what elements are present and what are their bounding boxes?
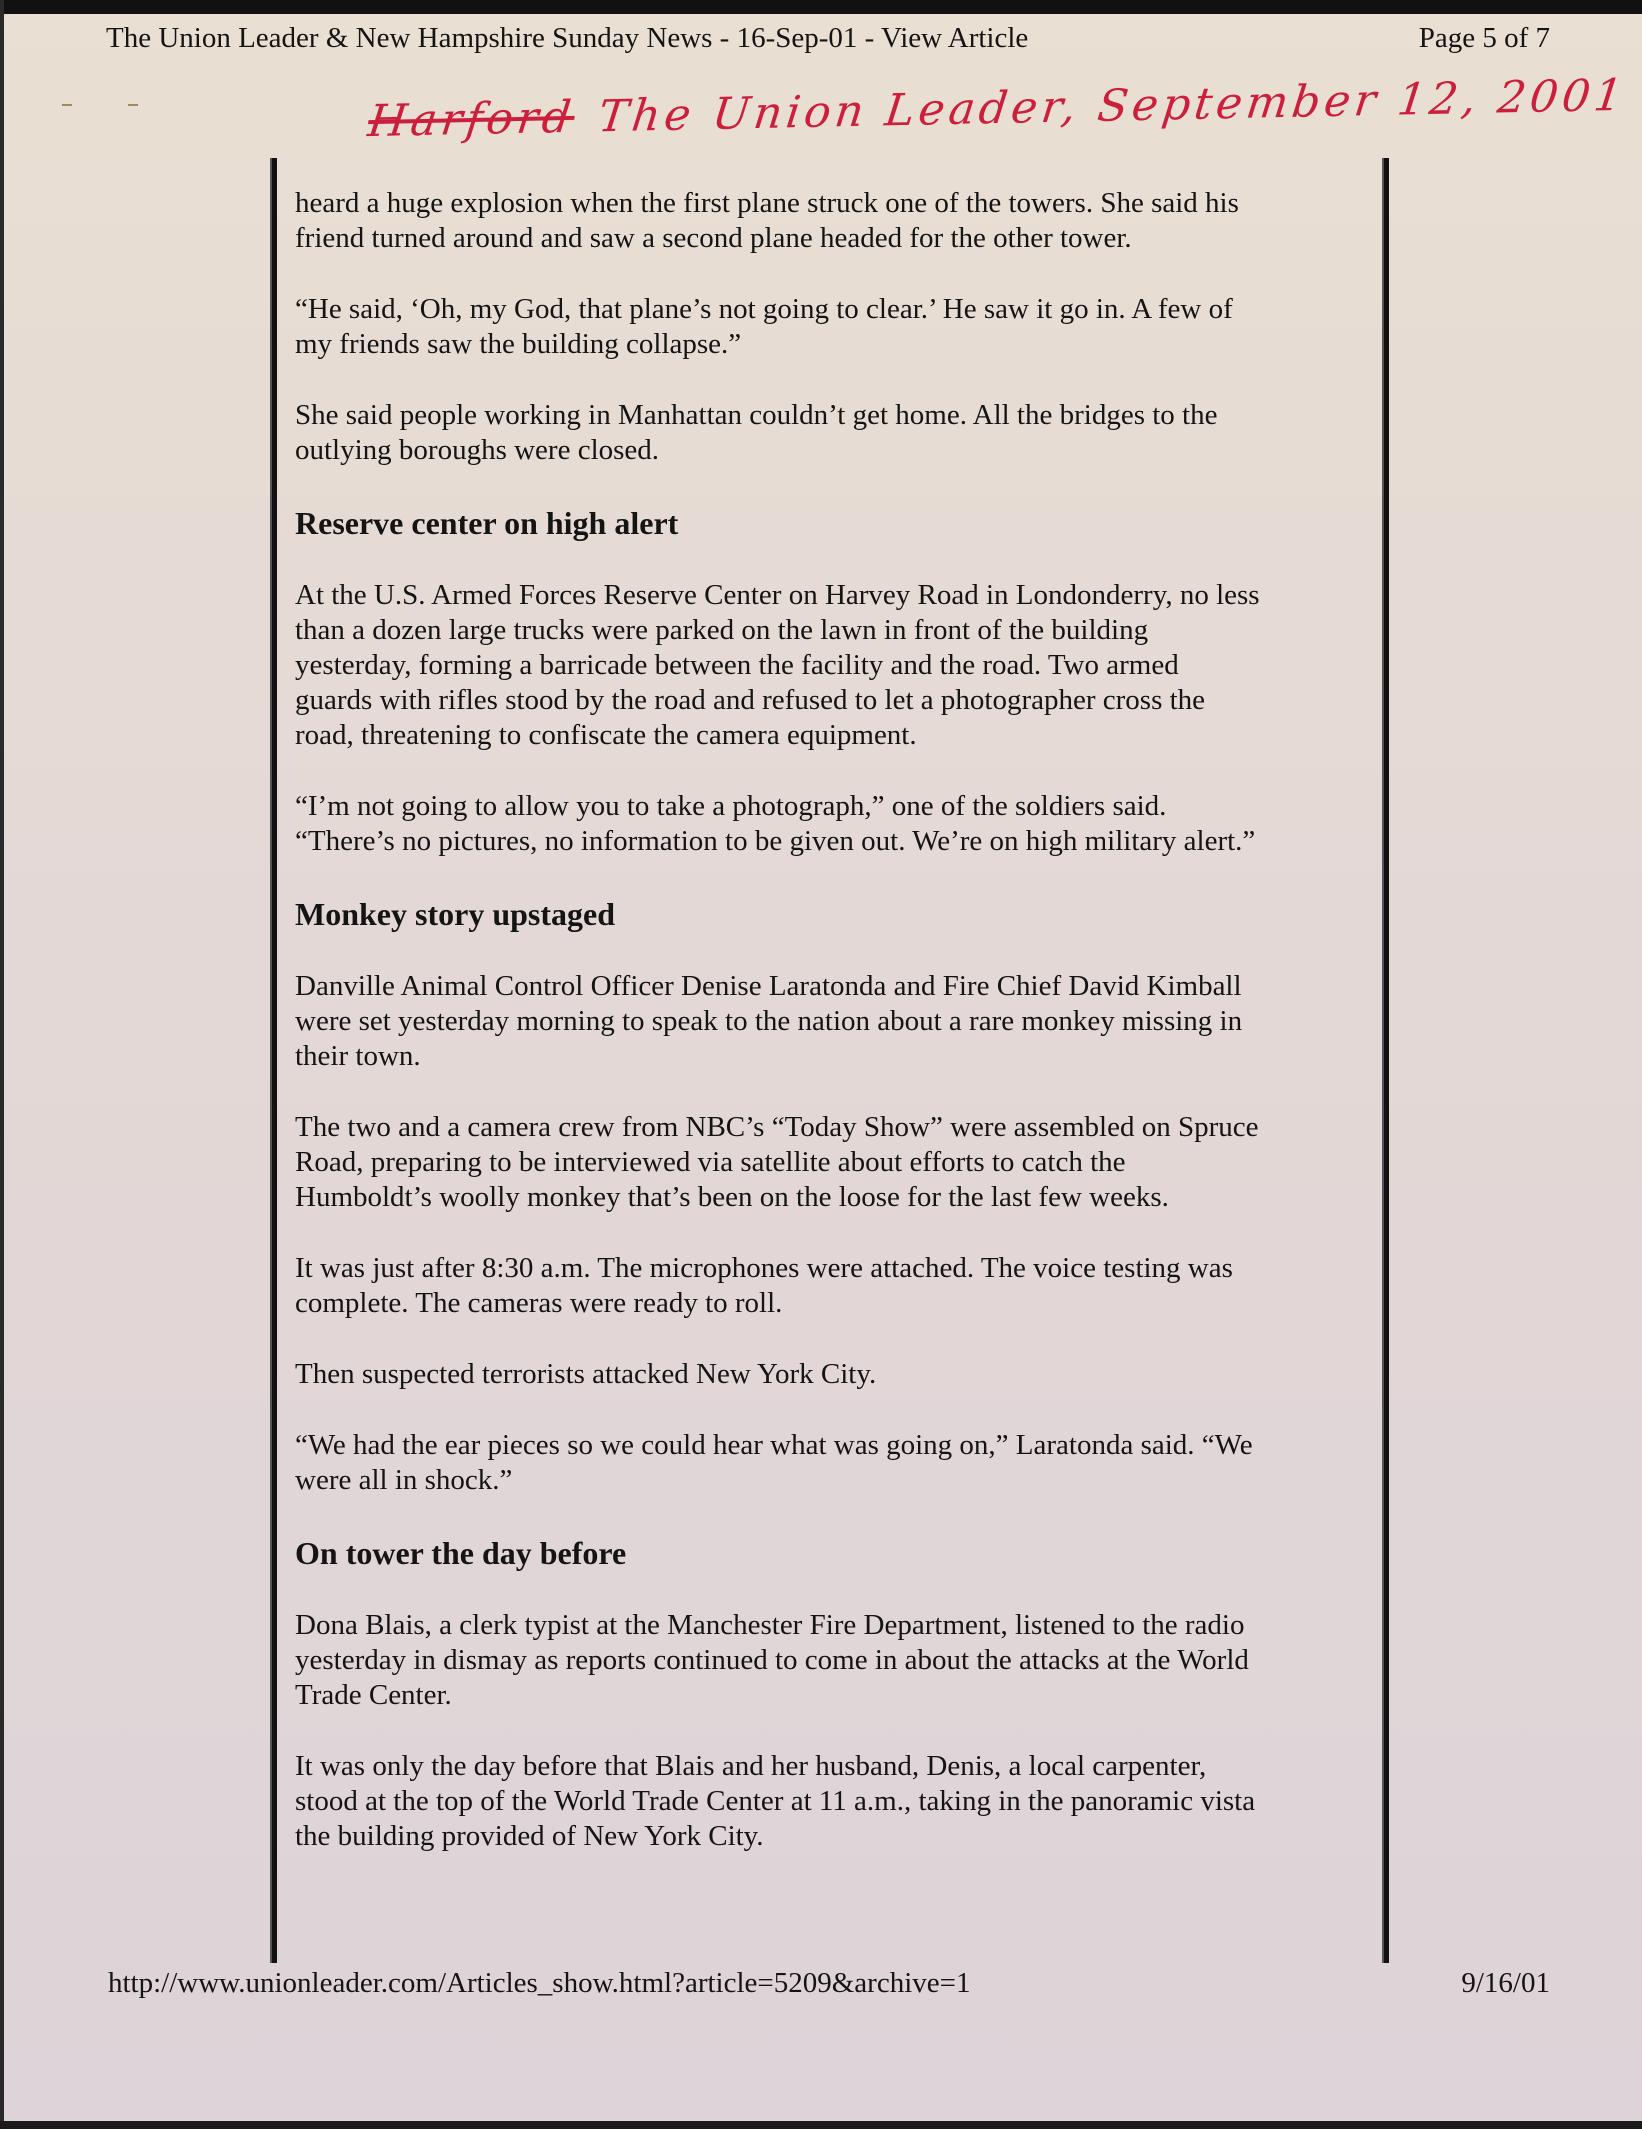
- text-line: “There’s no pictures, no information to be given out. We’re on high military alert.”: [295, 825, 1256, 857]
- print-footer-url: http://www.unionleader.com/Articles_show.html?article=5209&archive=1: [108, 1967, 971, 1999]
- text-line: Then suspected terrorists attacked New York City.: [295, 1358, 877, 1390]
- paragraph: [295, 292, 1375, 362]
- text-line: guards with rifles stood by the road and refused to let a photographer cross the: [295, 684, 1206, 716]
- paragraph: [295, 1251, 1375, 1321]
- text-line: It was just after 8:30 a.m. The microphones were attached. The voice testing was: [295, 1252, 1233, 1284]
- paragraph: [295, 1357, 1375, 1392]
- page-number: Page 5 of 7: [1418, 22, 1550, 54]
- text-line: Reserve center on high alert: [295, 505, 679, 541]
- paragraph: [295, 186, 1375, 256]
- text-line: “I’m not going to allow you to take a photograph,” one of the soldiers said.: [295, 790, 1167, 822]
- paragraph: [295, 1749, 1375, 1854]
- struck-word: Harford: [365, 91, 578, 148]
- text-line: Dona Blais, a clerk typist at the Manchester Fire Department, listened to the radio: [295, 1609, 1245, 1641]
- text-line: Trade Center.: [295, 1679, 452, 1711]
- text-line: my friends saw the building collapse.”: [295, 328, 742, 360]
- text-line: their town.: [295, 1040, 421, 1072]
- paragraph: [295, 1110, 1375, 1215]
- handwritten-source-note: The Union Leader, September 12, 2001: [595, 69, 1630, 143]
- print-footer-date: 9/16/01: [1461, 1967, 1550, 1999]
- text-line: She said people working in Manhattan couldn’t get home. All the bridges to the: [295, 399, 1218, 431]
- text-line: complete. The cameras were ready to roll.: [295, 1287, 783, 1319]
- text-line: Monkey story upstaged: [295, 896, 616, 932]
- scan-bottom-edge: [0, 2121, 1642, 2129]
- text-line: On tower the day before: [295, 1535, 627, 1571]
- paragraph: [295, 1428, 1375, 1498]
- text-line: yesterday in dismay as reports continued to come in about the attacks at the World: [295, 1644, 1249, 1676]
- article-left-border: [270, 158, 277, 1963]
- print-header-title: The Union Leader & New Hampshire Sunday News - 16-Sep-01 - View Article: [106, 22, 1029, 54]
- text-line: “We had the ear pieces so we could hear what was going on,” Laratonda said. “We: [295, 1429, 1253, 1461]
- paragraph: [295, 1608, 1375, 1713]
- text-line: yesterday, forming a barricade between the facility and the road. Two armed: [295, 649, 1179, 681]
- text-line: friend turned around and saw a second plane headed for the other tower.: [295, 222, 1132, 254]
- section-heading: [295, 504, 1375, 542]
- article-body: [295, 186, 1375, 1890]
- text-line: the building provided of New York City.: [295, 1820, 764, 1852]
- text-line: stood at the top of the World Trade Center at 11 a.m., taking in the panoramic vista: [295, 1785, 1256, 1817]
- text-line: were all in shock.”: [295, 1464, 513, 1496]
- handwritten-annotation: [365, 71, 1629, 147]
- text-line: heard a huge explosion when the first plane struck one of the towers. She said his: [295, 187, 1239, 219]
- text-line: Road, preparing to be interviewed via satellite about efforts to catch the: [295, 1146, 1126, 1178]
- text-line: Danville Animal Control Officer Denise Laratonda and Fire Chief David Kimball: [295, 970, 1242, 1002]
- scan-left-edge: [0, 0, 4, 2129]
- text-line: were set yesterday morning to speak to the nation about a rare monkey missing in: [295, 1005, 1243, 1037]
- paragraph: [295, 789, 1375, 859]
- section-heading: [295, 895, 1375, 933]
- scan-speck: [62, 104, 72, 106]
- text-line: outlying boroughs were closed.: [295, 434, 660, 466]
- paragraph: [295, 969, 1375, 1074]
- text-line: “He said, ‘Oh, my God, that plane’s not going to clear.’ He saw it go in. A few of: [295, 293, 1233, 325]
- text-line: road, threatening to confiscate the camera equipment.: [295, 719, 917, 751]
- text-line: The two and a camera crew from NBC’s “Today Show” were assembled on Spruce: [295, 1111, 1259, 1143]
- text-line: than a dozen large trucks were parked on the lawn in front of the building: [295, 614, 1149, 646]
- text-line: Humboldt’s woolly monkey that’s been on the loose for the last few weeks.: [295, 1181, 1169, 1213]
- paragraph: [295, 398, 1375, 468]
- text-line: At the U.S. Armed Forces Reserve Center on Harvey Road in Londonderry, no less: [295, 579, 1260, 611]
- article-right-border: [1382, 158, 1389, 1963]
- scan-speck: [128, 104, 138, 106]
- section-heading: [295, 1534, 1375, 1572]
- scan-top-edge: [0, 0, 1642, 14]
- text-line: It was only the day before that Blais and her husband, Denis, a local carpenter,: [295, 1750, 1207, 1782]
- paragraph: [295, 578, 1375, 753]
